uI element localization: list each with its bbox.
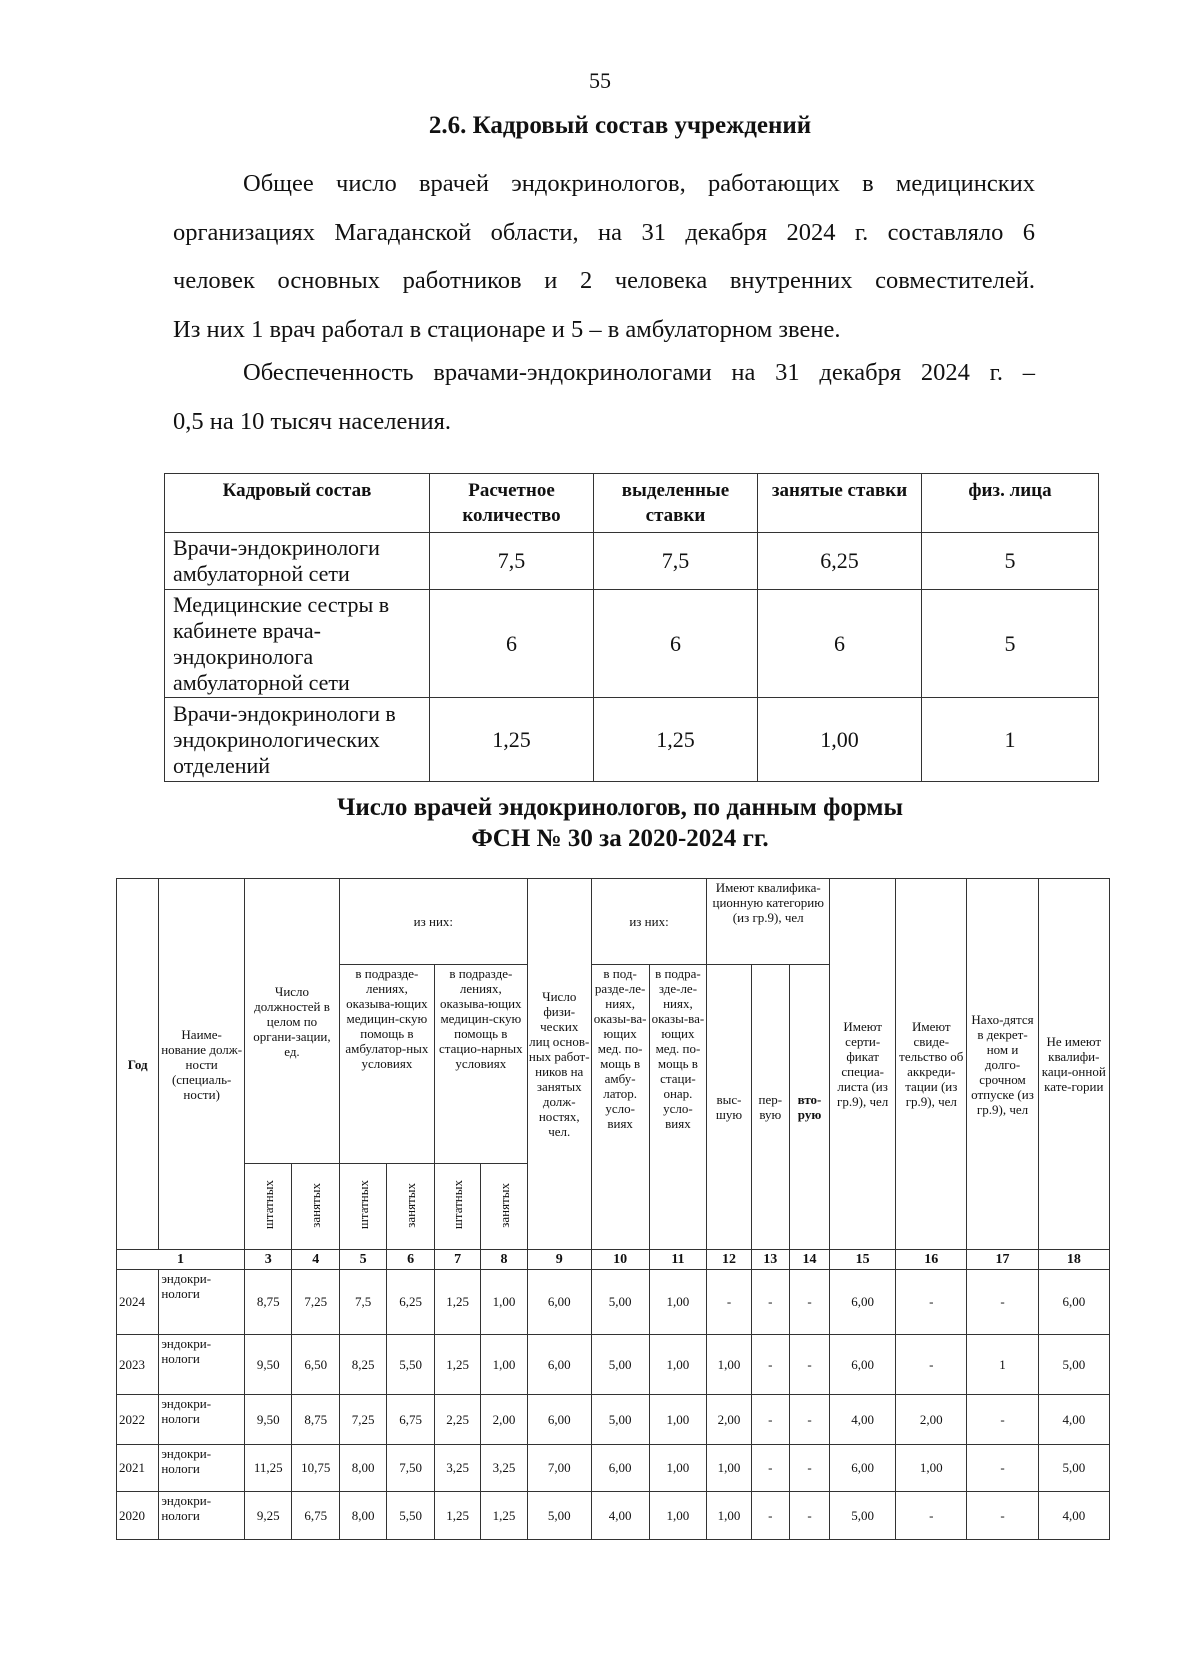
- staff-category: Врачи-эндокринологи амбулаторной сети: [165, 533, 430, 590]
- year-cell: 2020: [117, 1492, 159, 1540]
- table-cell: 7,5: [594, 533, 758, 590]
- table-cell: 10,75: [292, 1445, 339, 1492]
- table-cell: -: [751, 1270, 789, 1335]
- table-cell: 1,00: [481, 1335, 527, 1395]
- table-cell: 3,25: [434, 1445, 480, 1492]
- table-cell: 5,00: [1038, 1335, 1109, 1395]
- table-cell: 8,00: [339, 1492, 386, 1540]
- table-row: [117, 1335, 1110, 1395]
- page-number: 55: [589, 68, 611, 93]
- table-cell: 3,25: [481, 1445, 527, 1492]
- table-cell: 6,00: [527, 1335, 591, 1395]
- table-cell: 1,25: [434, 1492, 480, 1540]
- table-cell: 6,50: [292, 1335, 339, 1395]
- year-cell: 2023: [117, 1335, 159, 1395]
- table-cell: 2,00: [896, 1395, 967, 1445]
- positions-total-header: Число должностей в целом по органи-зации, ед.: [244, 879, 339, 1164]
- staff-subheader: [434, 1164, 480, 1250]
- column-number: 14: [789, 1250, 829, 1270]
- column-number-row: [117, 1250, 1110, 1270]
- column-number: 10: [591, 1250, 649, 1270]
- table-title: [0, 792, 1200, 854]
- column-number: 7: [434, 1250, 480, 1270]
- table-cell: -: [789, 1270, 829, 1335]
- table-cell: 7,00: [527, 1445, 591, 1492]
- table-cell: 7,25: [339, 1395, 386, 1445]
- table-cell: -: [789, 1492, 829, 1540]
- staff-category: Врачи-эндокринологи в эндокринологических отделений: [165, 698, 430, 782]
- table-cell: 9,50: [244, 1395, 291, 1445]
- column-number: 1: [117, 1250, 245, 1270]
- position-cell: эндокри-нологи: [159, 1270, 245, 1335]
- table-title-line: ФСН № 30 за 2020-2024 гг.: [471, 825, 769, 852]
- table-cell: 8,75: [292, 1395, 339, 1445]
- staff-subheader: [339, 1164, 386, 1250]
- outpatient-persons-header: в под-разде-ле-ниях, оказы-ва-ющих мед. по-мощь в амбу-латор. усло-виях: [591, 965, 649, 1250]
- table-cell: 5,00: [591, 1270, 649, 1335]
- occupied-subheader: [387, 1164, 434, 1250]
- table-cell: 5,00: [527, 1492, 591, 1540]
- column-header: Расчетное количество: [430, 474, 594, 533]
- text-line: Из них 1 врач работал в стационаре и 5 – в амбулаторном звене.: [173, 315, 841, 343]
- table-cell: -: [751, 1395, 789, 1445]
- table-row: [117, 1445, 1110, 1492]
- year-cell: 2021: [117, 1445, 159, 1492]
- table-row: [165, 698, 1099, 782]
- fsn-30-table: [116, 878, 1110, 1540]
- table-cell: 1,00: [649, 1445, 707, 1492]
- column-header: Кадровый состав: [165, 474, 430, 533]
- position-cell: эндокри-нологи: [159, 1335, 245, 1395]
- table-row: [117, 1395, 1110, 1445]
- column-number: 5: [339, 1250, 386, 1270]
- position-cell: эндокри-нологи: [159, 1445, 245, 1492]
- column-number: 13: [751, 1250, 789, 1270]
- column-number: 11: [649, 1250, 707, 1270]
- column-number: 8: [481, 1250, 527, 1270]
- table-cell: 6,00: [830, 1335, 896, 1395]
- table-row: [117, 1492, 1110, 1540]
- table-cell: 2,00: [481, 1395, 527, 1445]
- table-cell: 1,00: [707, 1492, 751, 1540]
- inpatient-persons-header: в подра-зде-ле-ниях, оказы-ва-ющих мед. по-мощь в стаци-онар. усло-виях: [649, 965, 707, 1250]
- table-cell: 1,00: [481, 1270, 527, 1335]
- table-cell: 1,00: [649, 1335, 707, 1395]
- table-cell: 1,25: [430, 698, 594, 782]
- table-cell: 2,25: [434, 1395, 480, 1445]
- table-title-line: Число врачей эндокринологов, по данным формы: [337, 794, 903, 821]
- table-cell: -: [751, 1445, 789, 1492]
- table-cell: -: [707, 1270, 751, 1335]
- table-cell: -: [967, 1395, 1038, 1445]
- table-cell: -: [967, 1270, 1038, 1335]
- accreditation-header: Имеют свиде-тельство об аккреди-тации (из гр.9), чел: [896, 879, 967, 1250]
- table-cell: -: [967, 1445, 1038, 1492]
- highest-category-header: выс-шую: [707, 965, 751, 1250]
- table-row: [117, 1270, 1110, 1335]
- table-cell: -: [896, 1335, 967, 1395]
- occupied-subheader: [481, 1164, 527, 1250]
- table-cell: 6,00: [830, 1270, 896, 1335]
- table-cell: 4,00: [1038, 1492, 1109, 1540]
- table-cell: 5: [922, 590, 1099, 698]
- table-cell: 6,00: [591, 1445, 649, 1492]
- table-cell: 6,00: [527, 1270, 591, 1335]
- table-row: [165, 533, 1099, 590]
- paragraph-provision: [173, 349, 1035, 446]
- table-cell: 11,25: [244, 1445, 291, 1492]
- table-cell: 5: [922, 533, 1099, 590]
- table-cell: 1,00: [707, 1335, 751, 1395]
- staff-subheader: [244, 1164, 291, 1250]
- position-cell: эндокри-нологи: [159, 1492, 245, 1540]
- table-cell: 5,00: [830, 1492, 896, 1540]
- table-cell: -: [896, 1492, 967, 1540]
- table-cell: 1,25: [434, 1335, 480, 1395]
- table-cell: 4,00: [591, 1492, 649, 1540]
- table-cell: -: [751, 1492, 789, 1540]
- section-title: 2.6. Кадровый состав учреждений: [428, 112, 812, 139]
- table-cell: -: [967, 1492, 1038, 1540]
- table-cell: 9,50: [244, 1335, 291, 1395]
- certificate-header: Имеют серти-фикат специа-листа (из гр.9), чел: [830, 879, 896, 1250]
- table-cell: 8,00: [339, 1445, 386, 1492]
- table-cell: 1,25: [434, 1270, 480, 1335]
- table-cell: -: [896, 1270, 967, 1335]
- table-cell: 1,00: [649, 1270, 707, 1335]
- table-cell: 4,00: [1038, 1395, 1109, 1445]
- table-cell: 1,00: [649, 1395, 707, 1445]
- column-number: 9: [527, 1250, 591, 1270]
- text-line: организациях Магаданской области, на 31 декабря 2024 г. составляло 6: [173, 218, 1035, 246]
- column-header: выделенные ставки: [594, 474, 758, 533]
- table-cell: 5,50: [387, 1335, 434, 1395]
- table-row: [165, 590, 1099, 698]
- column-header: занятые ставки: [758, 474, 922, 533]
- paragraph-staff-count: [173, 160, 1035, 354]
- occupied-subheader: [292, 1164, 339, 1250]
- table-cell: 1,25: [594, 698, 758, 782]
- column-number: 17: [967, 1250, 1038, 1270]
- leave-header: Нахо-дятся в декрет-ном и долго-срочном отпуске (из гр.9), чел: [967, 879, 1038, 1250]
- position-header: Наиме-нование долж-ности (специаль-ности): [159, 879, 245, 1250]
- table-cell: 9,25: [244, 1492, 291, 1540]
- table-header-row: [165, 474, 1099, 533]
- vertical-label: занятых: [308, 1182, 324, 1228]
- position-cell: эндокри-нологи: [159, 1395, 245, 1445]
- vertical-label: занятых: [496, 1182, 512, 1228]
- inpatient-units-header: в подразде-лениях, оказыва-ющих медицин-скую помощь в стацио-нарных условиях: [434, 965, 527, 1164]
- table-cell: -: [789, 1445, 829, 1492]
- no-category-header: Не имеют квалифи-каци-онной кате-гории: [1038, 879, 1109, 1250]
- physical-persons-header: Число физи-ческих лиц основ-ных работ-ников на занятых долж-ностях, чел.: [527, 879, 591, 1250]
- staff-category: Медицинские сестры в кабинете врача-эндокринолога амбулаторной сети: [165, 590, 430, 698]
- vertical-label: занятых: [403, 1182, 419, 1228]
- table-cell: 6,75: [387, 1395, 434, 1445]
- table-cell: 6: [430, 590, 594, 698]
- table-cell: 7,50: [387, 1445, 434, 1492]
- text-line: Общее число врачей эндокринологов, работающих в медицинских: [243, 170, 1035, 197]
- table-cell: 1,25: [481, 1492, 527, 1540]
- outpatient-units-header: в подразде-лениях, оказыва-ющих медицин-скую помощь в амбулатор-ных условиях: [339, 965, 434, 1164]
- column-number: 18: [1038, 1250, 1109, 1270]
- table-cell: 1,00: [707, 1445, 751, 1492]
- table-cell: 7,5: [430, 533, 594, 590]
- table-cell: 1,00: [649, 1492, 707, 1540]
- column-number: 12: [707, 1250, 751, 1270]
- of-them-header: из них:: [339, 879, 527, 965]
- table-cell: 8,75: [244, 1270, 291, 1335]
- table-cell: 7,5: [339, 1270, 386, 1335]
- column-number: 4: [292, 1250, 339, 1270]
- table-cell: 6,00: [1038, 1270, 1109, 1335]
- table-cell: 5,00: [1038, 1445, 1109, 1492]
- first-category-header: пер-вую: [751, 965, 789, 1250]
- table-cell: 5,00: [591, 1335, 649, 1395]
- text-line: 0,5 на 10 тысяч населения.: [173, 407, 451, 435]
- table-cell: -: [789, 1395, 829, 1445]
- year-header: Год: [117, 879, 159, 1250]
- second-category-header: вто-рую: [789, 965, 829, 1250]
- text-line: человек основных работников и 2 человека внутренних совместителей.: [173, 267, 1035, 294]
- column-header: физ. лица: [922, 474, 1099, 533]
- vertical-label: штатных: [450, 1180, 466, 1230]
- table-cell: 5,00: [591, 1395, 649, 1445]
- table-cell: 8,25: [339, 1335, 386, 1395]
- table-cell: 2,00: [707, 1395, 751, 1445]
- table-cell: 1,00: [758, 698, 922, 782]
- year-cell: 2022: [117, 1395, 159, 1445]
- fsn-table-body: [117, 1270, 1110, 1540]
- qualification-header: Имеют квалифика-ционную категорию (из гр.9), чел: [707, 879, 830, 965]
- column-number: 6: [387, 1250, 434, 1270]
- table-cell: 6,25: [758, 533, 922, 590]
- of-them-header: из них:: [591, 879, 707, 965]
- table-cell: 7,25: [292, 1270, 339, 1335]
- column-number: 3: [244, 1250, 291, 1270]
- table-cell: 1: [967, 1335, 1038, 1395]
- staff-composition-table: [164, 473, 1099, 782]
- table-cell: 6,00: [830, 1445, 896, 1492]
- table-cell: -: [789, 1335, 829, 1395]
- column-number: 15: [830, 1250, 896, 1270]
- table-cell: 6,00: [527, 1395, 591, 1445]
- column-number: 16: [896, 1250, 967, 1270]
- table-cell: 6,25: [387, 1270, 434, 1335]
- table-cell: 1,00: [896, 1445, 967, 1492]
- table-cell: -: [751, 1335, 789, 1395]
- table-cell: 5,50: [387, 1492, 434, 1540]
- year-cell: 2024: [117, 1270, 159, 1335]
- table-cell: 6: [594, 590, 758, 698]
- table-cell: 6: [758, 590, 922, 698]
- table-cell: 6,75: [292, 1492, 339, 1540]
- vertical-label: штатных: [260, 1180, 276, 1230]
- table-cell: 1: [922, 698, 1099, 782]
- vertical-label: штатных: [355, 1180, 371, 1230]
- text-line: Обеспеченность врачами-эндокринологами на 31 декабря 2024 г. –: [243, 359, 1035, 386]
- table-cell: 4,00: [830, 1395, 896, 1445]
